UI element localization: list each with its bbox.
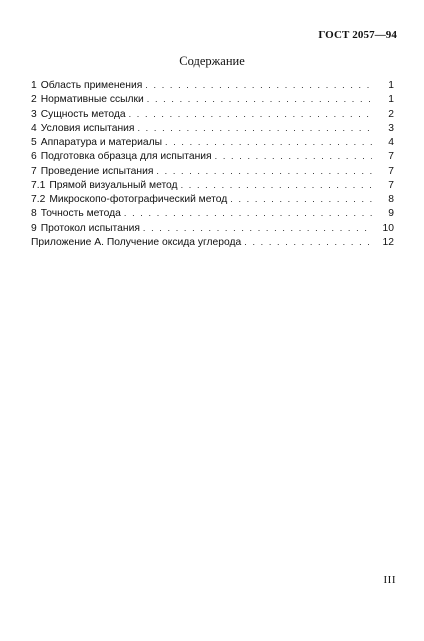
toc-entry-label: Область применения	[40, 80, 143, 91]
toc-entry-number: 3	[31, 108, 37, 120]
dot-leader	[244, 235, 372, 249]
toc-entry[interactable]	[31, 192, 394, 206]
toc-entry-number: 2	[31, 94, 37, 106]
toc-entry-label: Протокол испытания	[40, 222, 140, 234]
toc-entry-page: 3	[388, 122, 394, 134]
toc-entry-number: 1	[31, 80, 37, 91]
dot-leader	[129, 107, 372, 121]
toc-entry-page: 1	[388, 94, 394, 106]
toc-entry-number: 9	[31, 222, 37, 234]
dot-leader	[137, 121, 372, 135]
toc-entry[interactable]	[31, 121, 394, 135]
dot-leader	[143, 221, 372, 235]
toc-entry[interactable]	[31, 221, 394, 235]
dot-leader	[181, 178, 372, 192]
toc-entry[interactable]	[31, 178, 394, 192]
toc-entry-page: 4	[388, 137, 394, 148]
toc-entry-label: Сущность метода	[40, 108, 126, 120]
toc-entry[interactable]	[31, 107, 394, 121]
toc-title: Содержание	[179, 54, 245, 68]
toc-entry[interactable]	[31, 149, 394, 163]
toc-entry-number: 7.1	[31, 179, 46, 191]
toc-entry-appendix[interactable]	[31, 235, 394, 249]
toc-entry-page: 1	[388, 80, 394, 91]
toc-entry-page: 12	[382, 236, 394, 248]
toc-entry-label: Подготовка образца для испытания	[40, 151, 212, 163]
toc-entry[interactable]	[31, 135, 394, 149]
toc-entry-page: 8	[388, 194, 394, 205]
toc-entry-page: 7	[388, 165, 394, 177]
toc-entry-label: Точность метода	[40, 208, 121, 220]
dot-leader	[230, 192, 372, 206]
toc-entry[interactable]	[31, 206, 394, 220]
toc-entry-page: 7	[388, 151, 394, 163]
toc-entry-page: 9	[388, 208, 394, 220]
dot-leader	[145, 78, 372, 92]
page-number: III	[383, 574, 396, 586]
table-of-contents	[31, 78, 394, 249]
toc-entry-page: 10	[382, 222, 394, 234]
dot-leader	[215, 149, 372, 163]
toc-entry-page: 7	[388, 179, 394, 191]
toc-entry-number: 7.2	[31, 194, 46, 205]
toc-entry-label: Прямой визуальный метод	[49, 179, 178, 191]
toc-entry-page: 2	[388, 108, 394, 120]
toc-entry-label: Проведение испытания	[40, 165, 154, 177]
toc-entry-label: Нормативные ссылки	[40, 94, 144, 106]
dot-leader	[124, 206, 372, 220]
toc-entry[interactable]	[31, 92, 394, 106]
toc-entry-number: 4	[31, 122, 37, 134]
toc-entry-label: Аппаратура и материалы	[40, 137, 163, 148]
dot-leader	[165, 135, 372, 149]
toc-entry-label: Микроскопо-фотографический метод	[49, 194, 228, 205]
standard-header: ГОСТ 2057—94	[318, 29, 397, 41]
toc-entry-number: 8	[31, 208, 37, 220]
dot-leader	[147, 92, 372, 106]
toc-entry-label: Условия испытания	[40, 122, 135, 134]
toc-entry-number: 5	[31, 137, 37, 148]
toc-entry[interactable]	[31, 164, 394, 178]
dot-leader	[156, 164, 372, 178]
toc-entry[interactable]	[31, 78, 394, 92]
toc-entry-number: 6	[31, 151, 37, 163]
toc-entry-number: 7	[31, 165, 37, 177]
toc-entry-label: Приложение А. Получение оксида углерода	[31, 236, 242, 248]
